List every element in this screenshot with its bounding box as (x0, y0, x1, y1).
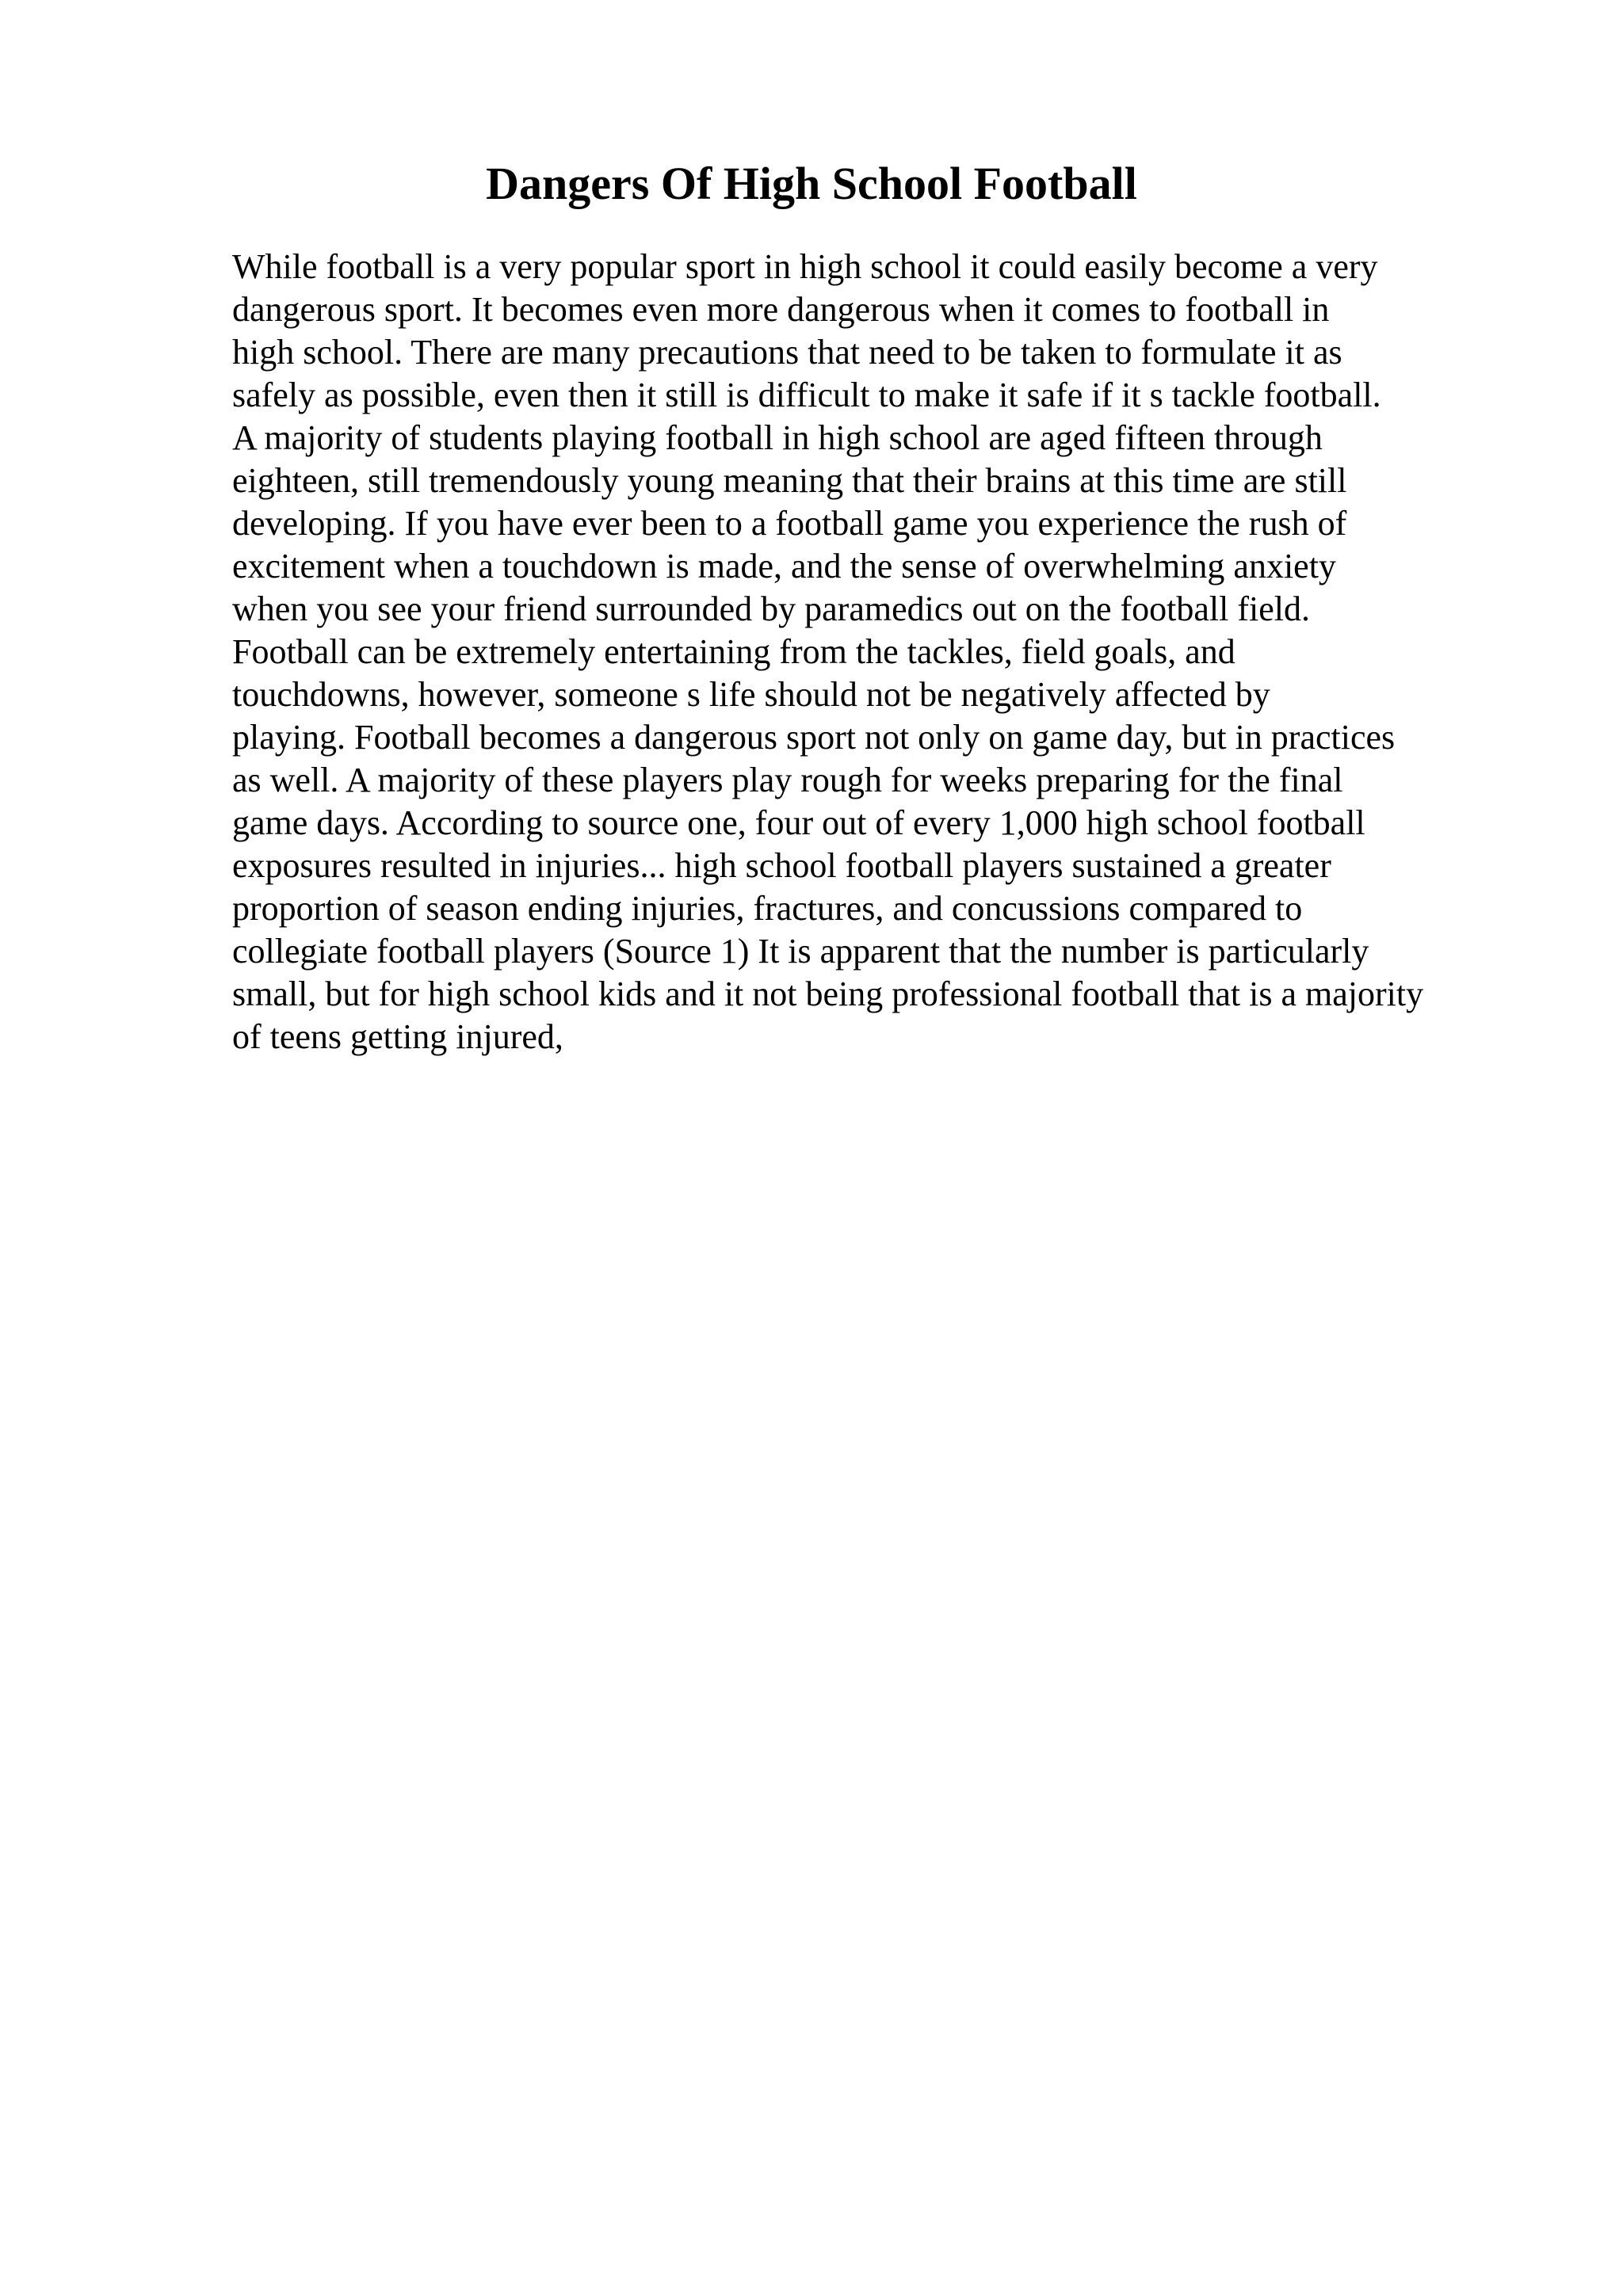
text-line: when you see your friend surrounded by paramedics out on the football field. (232, 589, 1310, 628)
text-line: A majority of students playing football in high school are aged fifteen through (232, 418, 1323, 457)
text-line: excitement when a touchdown is made, and the sense of overwhelming anxiety (232, 547, 1336, 585)
text-line: of teens getting injured, (232, 1017, 563, 1056)
text-line: While football is a very popular sport in high school it could easily become a very (232, 247, 1378, 286)
text-line: dangerous sport. It becomes even more dangerous when it comes to football in (232, 290, 1330, 329)
text-line: safely as possible, even then it still is difficult to make it safe if it s tackle football. (232, 376, 1381, 414)
text-line: game days. According to source one, four out of every 1,000 high school football (232, 803, 1365, 842)
body-paragraph (232, 246, 1548, 1058)
text-line: collegiate football players (Source 1) It is apparent that the number is particularly (232, 932, 1369, 971)
text-line: Football can be extremely entertaining from the tackles, field goals, and (232, 632, 1235, 671)
text-line: proportion of season ending injuries, fractures, and concussions compared to (232, 889, 1303, 928)
text-line: high school. There are many precautions that need to be taken to formulate it as (232, 333, 1342, 372)
document-title: Dangers Of High School Football (486, 158, 1137, 209)
text-line: touchdowns, however, someone s life should not be negatively affected by (232, 675, 1270, 714)
text-line: playing. Football becomes a dangerous sport not only on game day, but in practices (232, 718, 1396, 757)
text-line: exposures resulted in injuries... high school football players sustained a greater (232, 846, 1331, 885)
text-line: small, but for high school kids and it not being professional football that is a majority (232, 974, 1424, 1013)
text-line: eighteen, still tremendously young meaning that their brains at this time are still (232, 461, 1347, 500)
text-line: as well. A majority of these players play rough for weeks preparing for the final (232, 761, 1343, 799)
text-line: developing. If you have ever been to a football game you experience the rush of (232, 504, 1347, 543)
